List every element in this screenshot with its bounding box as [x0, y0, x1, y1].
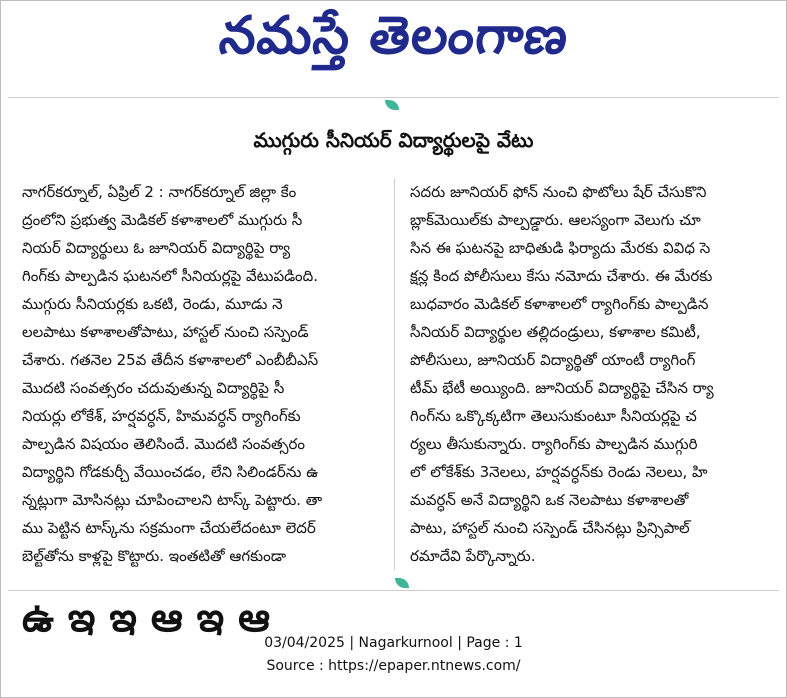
- article-line: ము పెట్టిన టాస్క్‌ను సక్రమంగా చేయలేదంటూ లెదర్: [22, 519, 316, 537]
- bottom-rule: [8, 590, 779, 591]
- article-line: గింగ్‌ను ఒక్కొక్కటిగా తెలుసుకుంటూ సీనియర్లపై చ: [410, 407, 697, 425]
- article-line: రమాదేవి పేర్కొన్నారు.: [410, 547, 536, 565]
- masthead: [0, 0, 787, 82]
- footer-source: Source : https://epaper.ntnews.com/: [266, 658, 521, 674]
- newspaper-logo: నమస్తే తెలంగాణ: [216, 6, 572, 66]
- article-line: లో లోకేశ్‌కు 3నెలలు, హర్షవర్ధన్‌కు రెండు నెలలు, హి: [410, 463, 708, 481]
- article-line: ర్యలు తీసుకున్నారు. ర్యాగింగ్‌కు పాల్పడిన ముగ్గురి: [410, 435, 698, 453]
- article-line: లలపాటు కళాశాలతోపాటు, హాస్టల్ నుంచి సస్పెండ్: [22, 323, 309, 341]
- top-rule: [8, 97, 779, 98]
- article-line: సిన ఈ ఘటనపై బాధితుడి ఫిర్యాదు మేరకు వివిధ సె: [410, 239, 711, 257]
- article-line: పాల్పడిన విషయం తెలిసిందే. మొదటి సంవత్సరం: [22, 435, 305, 453]
- article-line: నాగర్‌కర్నూల్, ఏప్రిల్ 2 : నాగర్‌కర్నూల్ జిల్లా కేం: [22, 183, 297, 201]
- footer-date-edition: 03/04/2025 | Nagarkurnool | Page : 1: [264, 635, 523, 651]
- article-line: చేశారు. గతనెల 25వ తేదీన కళాశాలలో ఎంబీబీఎస్: [22, 351, 319, 369]
- next-article-fragment-text: ఉ ఇ ఇ ఆ ఇ ఆ: [22, 595, 271, 641]
- article-line: నియర్ విద్యార్థులు ఓ జూనియర్ విద్యార్థిపై ర్యా: [22, 239, 291, 257]
- article-line: మొదటి సంవత్సరం చదువుతున్న విద్యార్థిపై సీ: [22, 379, 285, 397]
- article-line: విద్యార్థిని గోడకుర్చీ వేయించడం, లేని సిలిండర్‌ను ఉ: [22, 463, 319, 481]
- footer: [0, 632, 787, 678]
- article-line: బ్లాక్‌మెయిల్‌కు పాల్పడ్డారు. ఆలస్యంగా వెలుగు చూ: [410, 211, 701, 229]
- article-line: సీనియర్ విద్యార్థుల తల్లిదండ్రులు, కళాశాల కమిటీ,: [410, 323, 701, 341]
- article-line: పోలీసులు, జూనియర్ విద్యార్థితో యాంటీ ర్యాగింగ్: [410, 351, 696, 369]
- article-line: ద్రంలోని ప్రభుత్వ మెడికల్ కళాశాలలో ముగ్గురు సీ: [22, 211, 303, 229]
- article-line: నియర్లు లోకేశ్, హర్షవర్ధన్, హిమవర్ధన్ ర్యాగింగ్‌కు: [22, 407, 301, 425]
- article-line: క్షన్ల కింద పోలీసులు కేసు నమోదు చేశారు. ఈ మేరకు: [410, 267, 713, 285]
- article-line: పాటు, హాస్టల్ నుంచి సస్పెండ్ చేసినట్లు ప్రిన్సిపాల్: [410, 519, 690, 537]
- article-line: న్నట్లుగా మోసినట్లు చూపించాలని టాస్క్ పెట్టారు. తా: [22, 491, 323, 509]
- column-divider: [394, 178, 395, 570]
- article-left-column: [22, 178, 377, 570]
- article-line: మవర్ధన్ అనే విద్యార్థిని ఒక నెలపాటు కళాశాలతో: [410, 491, 689, 509]
- next-article-fragment: [22, 595, 767, 641]
- article-line: బుధవారం మెడికల్ కళాశాలలో ర్యాగింగ్‌కు పాల్పడిన: [410, 295, 709, 313]
- article-headline: ముగ్గురు సీనియర్ విద్యార్థులపై వేటు: [253, 128, 534, 152]
- article-right-column: [410, 178, 765, 570]
- article-line: సదరు జూనియర్ ఫోన్ నుంచి ఫొటోలు షేర్ చేసుకొని: [410, 183, 707, 201]
- article-line: ముగ్గురు సీనియర్లకు ఒకటి, రెండు, మూడు నె: [22, 295, 283, 313]
- article-line: గింగ్‌కు పాల్పడిన ఘటనలో సీనియర్లపై వేటుపడింది.: [22, 267, 318, 285]
- article-line: టీమ్ భేటీ అయ్యింది. జూనియర్ విద్యార్థిపై చేసిన ర్యా: [410, 379, 714, 397]
- article-line: బెల్ట్‌తోను కాళ్లపై కొట్టారు. ఇంతటితో ఆగకుండా: [22, 547, 287, 565]
